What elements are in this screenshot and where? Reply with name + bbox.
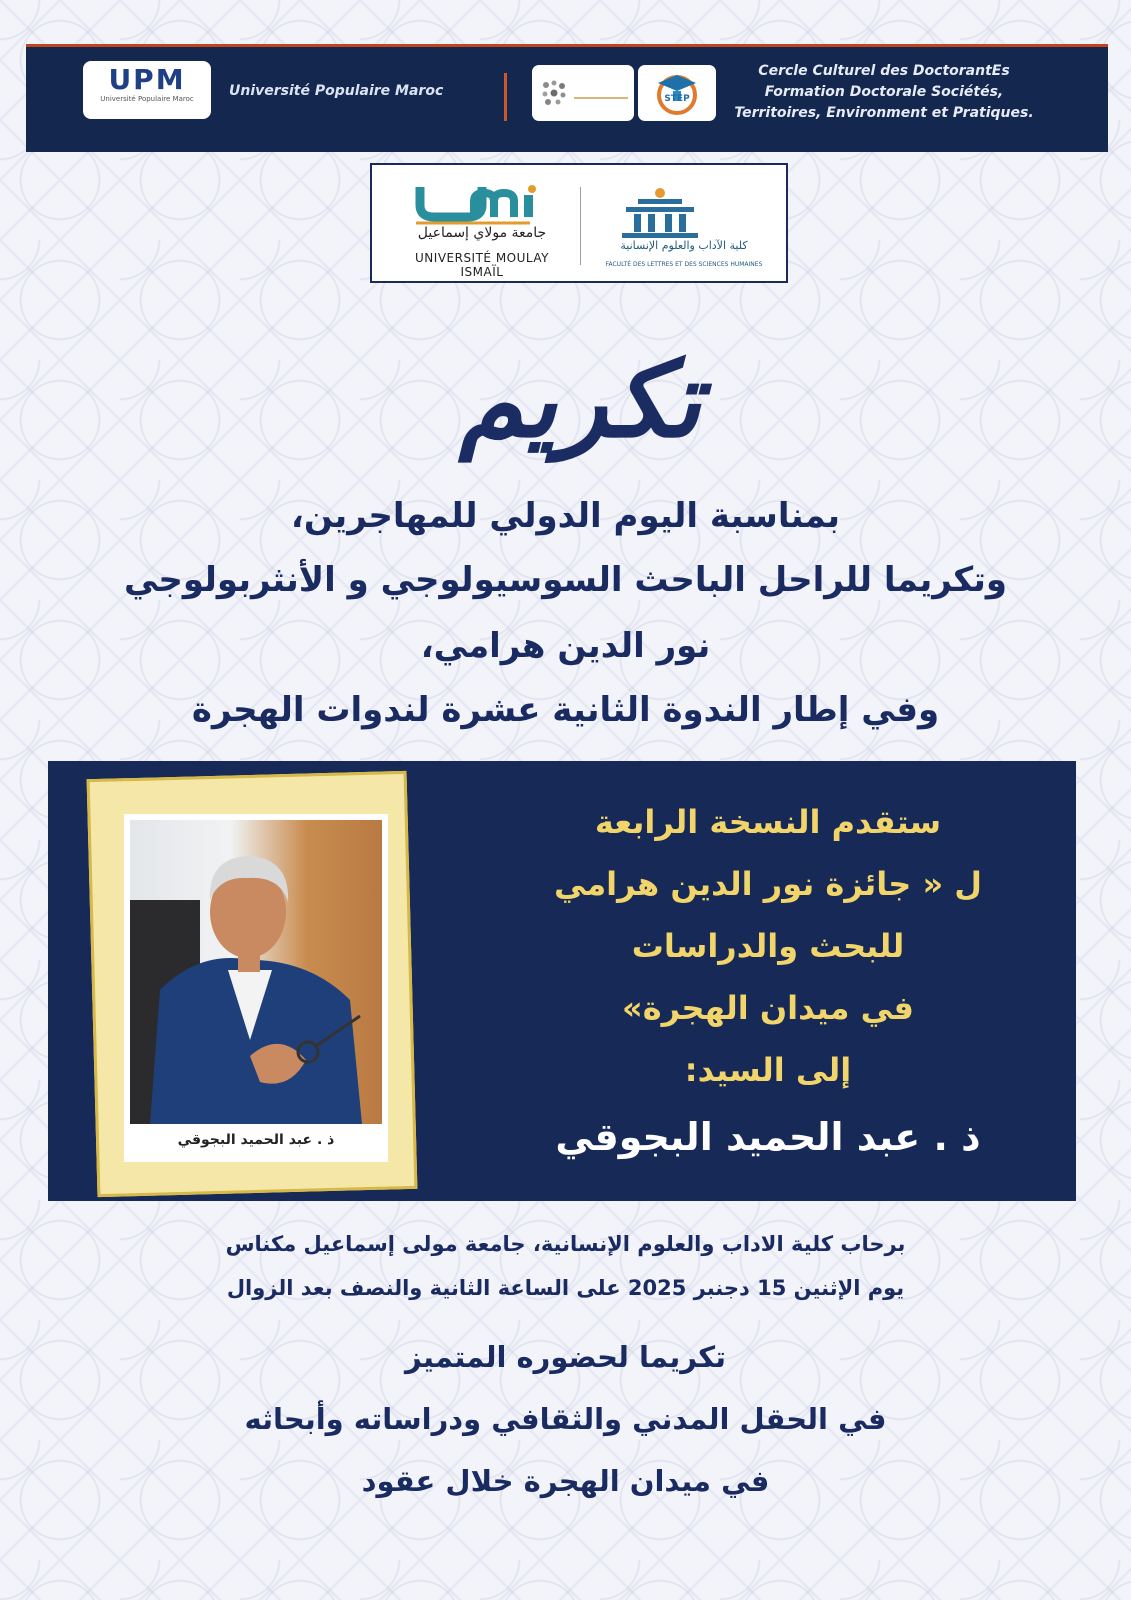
faculty-french-name: FACULTÉ DES LETTRES ET DES SCIENCES HUMAINES bbox=[605, 261, 763, 268]
award-panel bbox=[48, 761, 1076, 1201]
intro-line-2: وتكريما للراحل الباحث السوسيولوجي و الأنثربولوجي bbox=[123, 560, 1008, 600]
faculty-building-icon bbox=[618, 187, 702, 239]
award-recipient: ذ . عبد الحميد البجوقي bbox=[555, 1115, 981, 1159]
umi-logo-icon bbox=[412, 183, 552, 227]
venue-line-2: يوم الإثنين 15 دجنبر 2025 على الساعة الثانية والنصف بعد الزوال bbox=[226, 1276, 905, 1300]
umi-arabic-name: جامعة مولاي إسماعيل bbox=[417, 225, 547, 241]
university-separator bbox=[580, 187, 581, 265]
photo-caption: ذ . عبد الحميد البجوقي bbox=[177, 1132, 335, 1148]
award-line-2: ل « جائزة نور الدين هرامي bbox=[553, 865, 983, 903]
upm-logo bbox=[83, 61, 211, 119]
photo-card bbox=[124, 814, 388, 1162]
svg-text:STEP: STEP bbox=[664, 94, 690, 104]
closing-line-3: في ميدان الهجرة خلال عقود bbox=[361, 1464, 770, 1498]
cercle-line-2: Formation Doctorale Sociétés, bbox=[764, 84, 1004, 100]
award-line-3: للبحث والدراسات bbox=[631, 927, 905, 965]
intro-line-4: وفي إطار الندوة الثانية عشرة لندوات الهجرة bbox=[191, 690, 940, 730]
top-banner bbox=[26, 44, 1108, 152]
closing-line-2: في الحقل المدني والثقافي ودراساته وأبحاثه bbox=[244, 1402, 887, 1436]
upm-logo-subtitle: Université Populaire Maroc bbox=[100, 95, 194, 103]
intro-line-3: نور الدين هرامي، bbox=[420, 626, 711, 666]
upm-name: Université Populaire Maroc bbox=[229, 83, 444, 99]
partner-logo-graduation-icon bbox=[638, 65, 716, 121]
award-line-5: إلى السيد: bbox=[684, 1051, 852, 1089]
closing-line-1: تكريما لحضوره المتميز bbox=[405, 1340, 726, 1374]
cercle-line-3: Territoires, Environment et Pratiques. bbox=[734, 105, 1034, 121]
recipient-photo bbox=[130, 820, 382, 1124]
faculty-arabic-name: كلية الآداب والعلوم الإنسانية bbox=[620, 239, 748, 252]
cercle-line-1: Cercle Culturel des DoctorantEs bbox=[758, 63, 1010, 79]
intro-line-1: بمناسبة اليوم الدولي للمهاجرين، bbox=[290, 496, 841, 536]
cercle-text bbox=[724, 61, 1044, 124]
university-logo-box bbox=[370, 163, 788, 283]
award-line-4: في ميدان الهجرة» bbox=[622, 989, 914, 1027]
recipient-portrait-icon bbox=[130, 820, 382, 1124]
banner-divider bbox=[504, 73, 507, 121]
partner-logo-dots-icon bbox=[532, 65, 634, 121]
venue-line-1: برحاب كلية الاداب والعلوم الإنسانية، جامعة مولى إسماعيل مكناس bbox=[225, 1232, 906, 1256]
upm-logo-letters: UPM bbox=[108, 63, 186, 96]
honor-heading: تكريم bbox=[459, 338, 701, 461]
award-line-1: ستقدم النسخة الرابعة bbox=[594, 803, 942, 841]
umi-french-name: UNIVERSITÉ MOULAY ISMAÏL bbox=[415, 251, 549, 279]
